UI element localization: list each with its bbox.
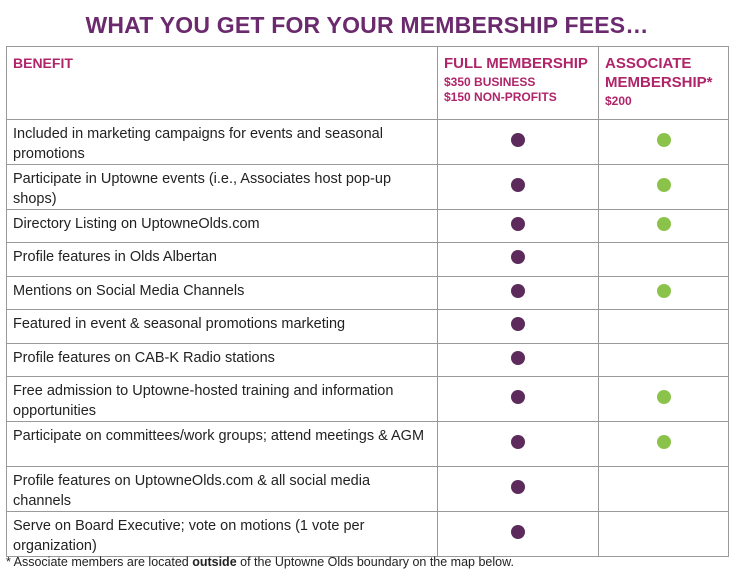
included-dot-icon <box>657 284 671 298</box>
included-dot-icon <box>657 435 671 449</box>
table-row <box>7 277 729 310</box>
benefit-cell: Included in marketing campaigns for events and seasonal promotions <box>7 120 438 165</box>
benefit-cell: Profile features in Olds Albertan <box>7 243 438 277</box>
included-dot-icon <box>511 480 525 494</box>
benefit-cell: Directory Listing on UptowneOlds.com <box>7 210 438 243</box>
benefit-cell: Participate on committees/work groups; attend meetings & AGM <box>7 422 438 467</box>
included-dot-icon <box>657 217 671 231</box>
table-row <box>7 120 729 165</box>
included-dot-icon <box>511 317 525 331</box>
associate-membership-cell <box>599 467 729 512</box>
associate-membership-cell <box>599 422 729 467</box>
associate-membership-price: $200 <box>605 94 632 108</box>
benefit-cell: Mentions on Social Media Channels <box>7 277 438 310</box>
table-row <box>7 422 729 467</box>
included-dot-icon <box>511 351 525 365</box>
associate-membership-cell <box>599 344 729 377</box>
footnote-emphasis: outside <box>192 555 237 569</box>
included-dot-icon <box>511 390 525 404</box>
table-row <box>7 344 729 377</box>
included-dot-icon <box>511 525 525 539</box>
full-membership-name: FULL MEMBERSHIP <box>444 55 588 72</box>
associate-membership-cell <box>599 310 729 344</box>
full-membership-cell <box>438 277 599 310</box>
full-membership-column-header <box>438 47 599 120</box>
table-row <box>7 467 729 512</box>
associate-membership-column-header <box>599 47 729 120</box>
full-membership-cell <box>438 344 599 377</box>
full-membership-cell <box>438 120 599 165</box>
associate-membership-cell <box>599 277 729 310</box>
full-membership-cell <box>438 512 599 557</box>
associate-membership-name: ASSOCIATE MEMBERSHIP* <box>605 55 713 91</box>
benefit-cell: Participate in Uptowne events (i.e., Associates host pop-up shops) <box>7 165 438 210</box>
benefit-cell: Free admission to Uptowne-hosted training and information opportunities <box>7 377 438 422</box>
associate-membership-cell <box>599 165 729 210</box>
full-membership-business-price: $350 BUSINESS <box>444 75 536 89</box>
footnote-text-before: * Associate members are located <box>6 555 193 569</box>
full-membership-cell <box>438 467 599 512</box>
table-header-row <box>7 47 729 120</box>
full-membership-cell <box>438 210 599 243</box>
table-row <box>7 310 729 344</box>
table-row <box>7 165 729 210</box>
associate-membership-cell <box>599 210 729 243</box>
included-dot-icon <box>511 178 525 192</box>
included-dot-icon <box>657 178 671 192</box>
full-membership-cell <box>438 377 599 422</box>
full-membership-cell <box>438 310 599 344</box>
table-row <box>7 512 729 557</box>
benefit-cell: Profile features on CAB-K Radio stations <box>7 344 438 377</box>
associate-membership-cell <box>599 377 729 422</box>
full-membership-cell <box>438 422 599 467</box>
associate-membership-cell <box>599 512 729 557</box>
included-dot-icon <box>511 133 525 147</box>
table-row <box>7 210 729 243</box>
benefit-cell: Serve on Board Executive; vote on motions (1 vote per organization) <box>7 512 438 557</box>
table-row <box>7 377 729 422</box>
included-dot-icon <box>511 284 525 298</box>
table-row <box>7 243 729 277</box>
membership-benefits-table <box>6 46 729 557</box>
included-dot-icon <box>657 390 671 404</box>
page-title: WHAT YOU GET FOR YOUR MEMBERSHIP FEES… <box>85 12 649 38</box>
associate-membership-cell <box>599 120 729 165</box>
benefit-cell: Profile features on UptowneOlds.com & all social media channels <box>7 467 438 512</box>
included-dot-icon <box>511 217 525 231</box>
full-membership-nonprofit-price: $150 NON-PROFITS <box>444 90 557 104</box>
included-dot-icon <box>657 133 671 147</box>
footnote-text-after: of the Uptowne Olds boundary on the map below. <box>236 555 514 569</box>
full-membership-cell <box>438 165 599 210</box>
footnote <box>6 555 514 569</box>
associate-membership-cell <box>599 243 729 277</box>
benefit-column-header: BENEFIT <box>7 47 438 120</box>
full-membership-cell <box>438 243 599 277</box>
benefit-cell: Featured in event & seasonal promotions marketing <box>7 310 438 344</box>
included-dot-icon <box>511 250 525 264</box>
included-dot-icon <box>511 435 525 449</box>
